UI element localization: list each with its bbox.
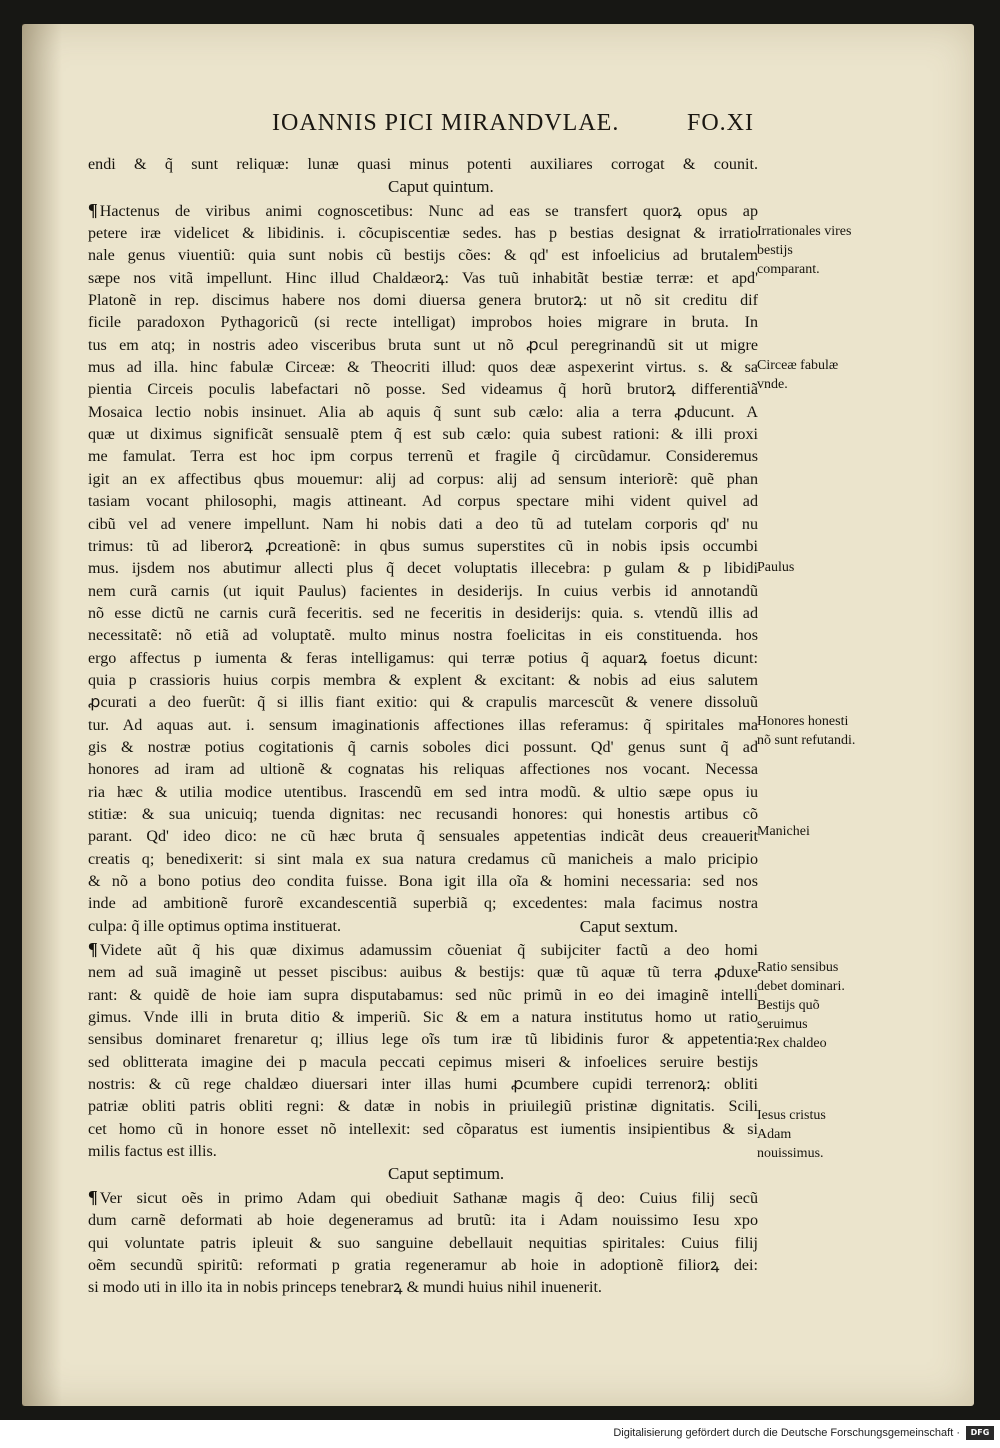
pilcrow-icon: ¶ (88, 199, 98, 220)
text-line: quia p crassioris huius corpis membra & explent & excitant: & nobis ad eius salutem (88, 671, 758, 689)
text-line: si modo uti in illo ita in nobis princeps tenebrarꝝ & mundi huius nihil inuenerit. (88, 1279, 602, 1297)
text-line-content: Videte aũt q̃ his quæ diximus adamussim cõueniat q̃ subijciter factũ a deo homi (99, 942, 758, 960)
margin-note: Irrationales vires bestijs comparant. (757, 224, 852, 277)
margin-note: Ratio sensibus debet dominari. (757, 960, 845, 994)
text-line: patriæ obliti patris obliti regni: & datæ in nobis in priuilegiũ pristinæ dignitatis. Scili (88, 1098, 758, 1116)
margin-note: Manichei (757, 824, 810, 839)
text-line: gimus. Vnde illi in bruta ditio & imperiũ. Sic & em a natura institutus homo ut ratio (88, 1009, 758, 1027)
main-text-block (88, 154, 758, 1300)
text-line: stitiæ: & sua unicuiq; tuenda dignitas: nec recusandi honores: qui honestis artibus cõ (88, 805, 758, 823)
text-line: quæ ut diximus significãt sensualẽ ptem q̃ est sub cælo: quia subest rationi: & illi proxi (88, 426, 758, 444)
text-line: qui voluntate patris ipleuit & suo sanguine debellauit nequitias spiritales: Cuius filij (88, 1234, 758, 1252)
text-line-with-heading (88, 916, 758, 938)
margin-note: Paulus (757, 560, 795, 575)
margin-note: Iesus cristus Adam nouissimus. (757, 1108, 826, 1161)
pilcrow-icon: ¶ (88, 939, 98, 960)
text-line (88, 1186, 758, 1210)
text-line: ꝓcurati a deo fuerũt: q̃ si illis fiant exitio: qui & crapulis marcescũt & venere dissoluũ (88, 694, 758, 712)
text-line: Platonẽ in rep. discimus habere nos domi diuersa genera brutorꝝ: ut nõ sit creditu dif (88, 292, 758, 310)
text-line: igit an ex affectibus qbus mouemur: alij ad corpus: alij ad sensum interiorẽ: quẽ phan (88, 470, 758, 488)
text-line: Mosaica lectio nobis insinuet. Alia ab aquis q̃ sunt sub cælo: alia a terra ꝓducunt. A (88, 403, 758, 421)
book-page (22, 24, 974, 1406)
text-line: petere iræ videlicet & libidinis. i. cõcupiscentiæ sedes. has p bestias designat & irratio (88, 225, 758, 243)
text-line: ria hæc & utilia modice utentibus. Irascendũ em sed intra modũ. & ultio sæpe opus iu (88, 783, 758, 801)
text-line: necessitatẽ: nõ etiã ad voluptatẽ. multo minus nostra foelicitas in eis constituenda. hos (88, 627, 758, 645)
text-line: gis & nostræ potius cogitationis q̃ carnis soboles dici possunt. Qd' genus sunt q̃ ad (88, 738, 758, 756)
footer-bar (0, 1420, 1000, 1448)
text-line: cibũ vel ad venere impellunt. Nam hi nobis dati a deo tũ ad tutelam corporis qd' nu (88, 515, 758, 533)
text-line: cet homo cũ in honore esset nõ intellexit: sed cõparatus est iumentis insipientibus & si (88, 1120, 758, 1138)
text-line: milis factus est illis. (88, 1143, 217, 1161)
chapter-heading: Caput quintum. (388, 177, 494, 197)
text-line: dum carnẽ deformati ab hoie degeneramus ad brutũ: ita i Adam nouissimo Iesu xpo (88, 1212, 758, 1230)
text-line-content: culpa: q̃ ille optimus optima instituerat. (88, 917, 341, 935)
folio-number: FO.XI (687, 110, 755, 136)
text-line: nem curã carnis (ut iquit Paulus) facientes in desiderijs. In cuius verbis id annotandũ (88, 582, 758, 600)
text-line: mus ad illa. hinc fabulæ Circeæ: & Theocriti illud: quos deæ aspexerint virtus. s. & sa (88, 359, 758, 377)
text-line: creatis q; benedixerit: si sint mala ex sua natura credamus cũ manicheis a malo pricipio (88, 850, 758, 868)
text-line: inde ad ambitionẽ furorẽ excandescentiã superbiã q; excedentes: mala facimus nostra (88, 895, 758, 913)
text-line: parant. Qd' ideo dico: ne cũ hæc bruta q̃ sensuales appetentias indicãt deus creauerit (88, 828, 758, 846)
text-line: honores ad iram ad ultionẽ & cognatas his reliquas affectiones nos vocant. Necessa (88, 761, 758, 779)
text-line (88, 199, 758, 223)
text-line (88, 938, 758, 962)
text-line: oẽm secundũ spiritũ: reformati p gratia regeneramur ab hoie in adoptionẽ filiorꝝ dei: (88, 1256, 758, 1274)
text-line: sed oblitterata imagine dei p macula peccati cepimus miseri & infoelices seruire bestijs (88, 1053, 758, 1071)
text-line: nem ad suã imaginẽ ut pesset piscibus: auibus & bestijs: quæ tũ aquæ tũ terra ꝓduxe (88, 964, 758, 982)
text-line: endi & q̃ sunt reliquæ: lunæ quasi minus potenti auxiliares corrogat & counit. (88, 156, 758, 173)
text-line: nale genus viuentiũ: quia sunt nobis cũ bestijs cões: & qd' est infoelicius ad brutalem (88, 247, 758, 265)
text-line: ergo affectus p iumenta & feras intelligamus: qui terræ potius q̃ aquarꝝ foetus dicunt: (88, 649, 758, 667)
text-line-content: Ver sicut oẽs in primo Adam qui obediuit Sathanæ magis q̃ deo: Cuius filij secũ (99, 1189, 758, 1207)
text-line: trimus: tũ ad liberorꝝ ꝓcreationẽ: in qbus sumus superstites cũ in nobis ipsis occumbi (88, 537, 758, 555)
margin-note: Honores honesti nõ sunt refutandi. (757, 714, 856, 748)
text-line: tasiam vocant philosophi, magis attineant. Ad corpus spectare mihi vident quivel ad (88, 493, 758, 511)
text-line: pientia Circeis poculis labefactari nõ posse. Sed videamus q̃ horũ brutorꝝ differentiã (88, 381, 758, 399)
dfg-logo-icon: DFG (966, 1426, 994, 1440)
text-line: nõ esse dictũ ne carnis curã feceritis. sed ne feceritis in desiderijs: quia. s. vtendũ illis ad (88, 604, 758, 622)
running-head: IOANNIS PICI MIRANDVLAE. (272, 110, 620, 136)
text-line: me famulat. Terra est hoc ipm corpus terrenũ et fragile q̃ circũdamur. Consideremus (88, 448, 758, 466)
text-line: nostris: & cũ rege chaldæo diuersari inter illas humi ꝓcumbere cupidi terrenorꝝ: obliti (88, 1076, 758, 1094)
text-line: mus. ijsdem nos abutimur allecti plus q̃ decet voluptatis illecebra: p gulam & p libidi (88, 560, 758, 578)
footer-credit: Digitalisierung gefördert durch die Deutsche Forschungsgemeinschaft · (613, 1427, 960, 1439)
chapter-heading: Caput sextum. (579, 916, 678, 936)
chapter-heading: Caput septimum. (388, 1164, 505, 1184)
text-line-content: Hactenus de viribus animi cognoscetibus: Nunc ad eas se transfert quorꝝ opus ap (99, 202, 758, 220)
page-spine-shadow (22, 24, 62, 1406)
text-line: tus em atq; in nostris adeo visceribus bruta sunt ut nõ ꝓcul peregrinandũ sit ut migre (88, 336, 758, 354)
margin-note: Rex chaldeo (757, 1036, 827, 1051)
text-line: sæpe nos vitã impellunt. Hinc illud Chaldæorꝝ: Vas tuũ inhabitãt bestiæ terræ: et apd' (88, 269, 758, 287)
text-line: rant: & quidẽ de hoie iam supra disputabamus: sed nũc primũ in eo dei imaginẽ intelli (88, 986, 758, 1004)
text-line: sensibus dominaret frenaretur q; illius lege oĩs tum iræ tũ libidinis furor & appetentia: (88, 1031, 758, 1049)
margin-note: Bestijs quõ seruimus (757, 998, 820, 1032)
text-line: tur. Ad aquas aut. i. sensum imaginationis affectiones illas referamus: q̃ spiritales ma (88, 716, 758, 734)
margin-note: Circeæ fabulæ vnde. (757, 358, 839, 392)
text-line: ficile paradoxon Pythagoricũ (si recte intelligat) improbos hoies migrare in bruta. In (88, 314, 758, 332)
pilcrow-icon: ¶ (88, 1186, 98, 1207)
text-line: & nõ a bono potius deo condita fuisse. Bona igit illa oĩa & homini necessaria: sed nos (88, 873, 758, 890)
